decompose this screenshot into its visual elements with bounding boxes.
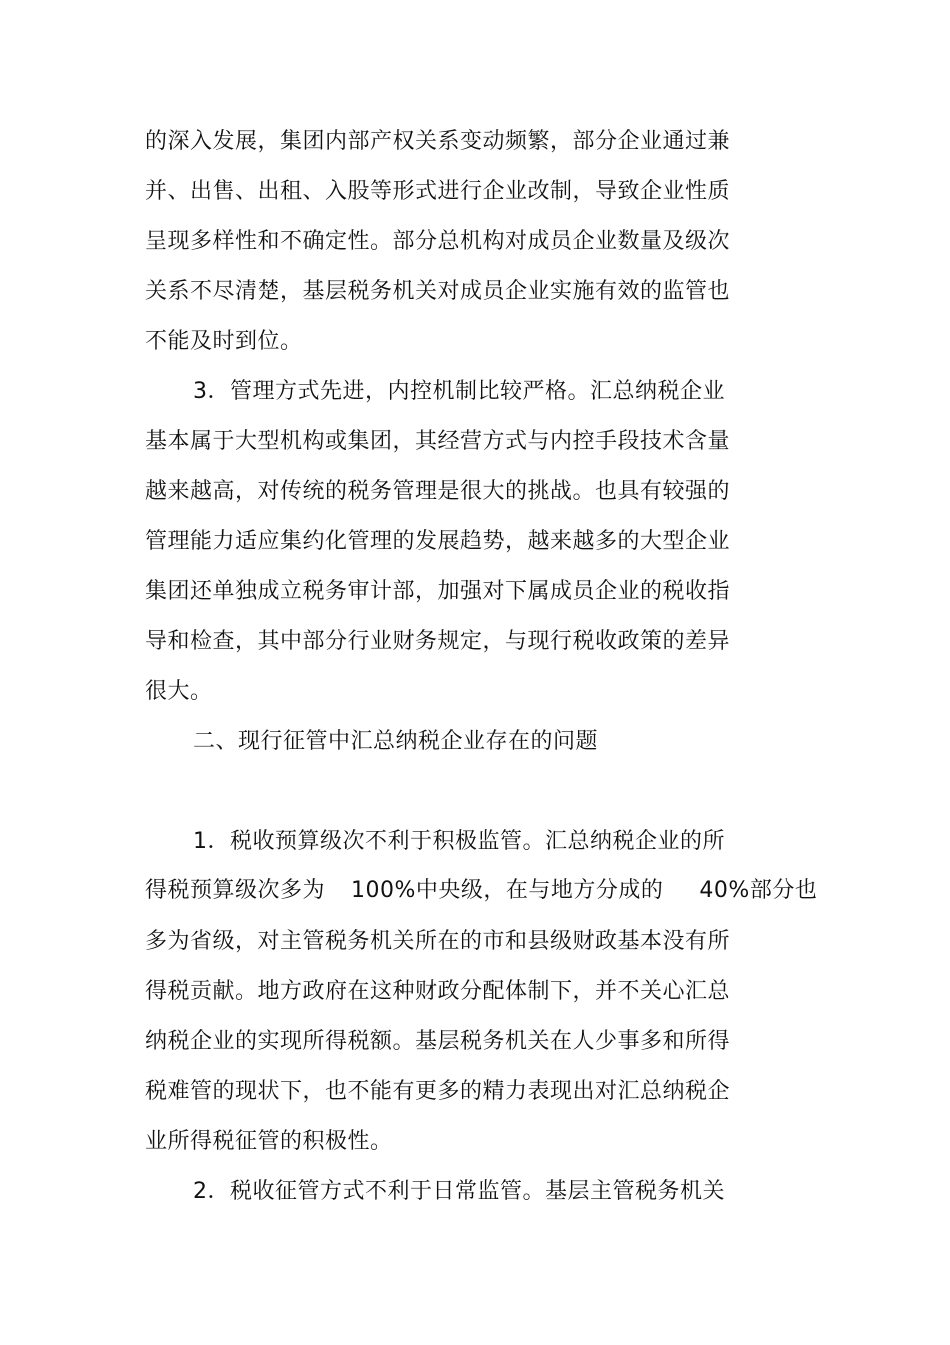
text-line: 不能及时到位。 <box>145 329 303 354</box>
text-line: 管理能力适应集约化管理的发展趋势，越来越多的大型企业 <box>145 529 731 554</box>
text-line: 的深入发展，集团内部产权关系变动频繁，部分企业通过兼 <box>145 129 731 154</box>
text-line: 税难管的现状下，也不能有更多的精力表现出对汇总纳税企 <box>145 1079 731 1104</box>
section-heading: 二、现行征管中汇总纳税企业存在的问题 <box>193 729 599 754</box>
text-segment: 得税预算级次多为 <box>145 878 326 903</box>
text-line: 1．税收预算级次不利于积极监管。汇总纳税企业的所 <box>193 829 725 854</box>
text-line: 呈现多样性和不确定性。部分总机构对成员企业数量及级次 <box>145 229 731 254</box>
text-line: 纳税企业的实现所得税额。基层税务机关在人少事多和所得 <box>145 1029 731 1054</box>
text-line: 业所得税征管的积极性。 <box>145 1129 393 1154</box>
text-line: 导和检查，其中部分行业财务规定，与现行税收政策的差异 <box>145 629 731 654</box>
text-line: 得税贡献。地方政府在这种财政分配体制下，并不关心汇总 <box>145 979 731 1004</box>
text-line: 关系不尽清楚，基层税务机关对成员企业实施有效的监管也 <box>145 279 731 304</box>
text-line: 很大。 <box>145 679 213 704</box>
text-line: 越来越高，对传统的税务管理是很大的挑战。也具有较强的 <box>145 479 731 504</box>
text-line: 多为省级，对主管税务机关所在的市和县级财政基本没有所 <box>145 929 731 954</box>
text-line: 3．管理方式先进，内控机制比较严格。汇总纳税企业 <box>193 379 725 404</box>
text-segment: 40%部分也 <box>699 878 818 903</box>
text-line: 2．税收征管方式不利于日常监管。基层主管税务机关 <box>193 1179 725 1204</box>
text-line: 基本属于大型机构或集团，其经营方式与内控手段技术含量 <box>145 429 731 454</box>
text-line: 集团还单独成立税务审计部，加强对下属成员企业的税收指 <box>145 579 731 604</box>
text-segment: 100%中央级，在与地方分成的 <box>351 878 664 903</box>
text-line <box>145 876 817 906</box>
text-line: 并、出售、出租、入股等形式进行企业改制，导致企业性质 <box>145 179 731 204</box>
